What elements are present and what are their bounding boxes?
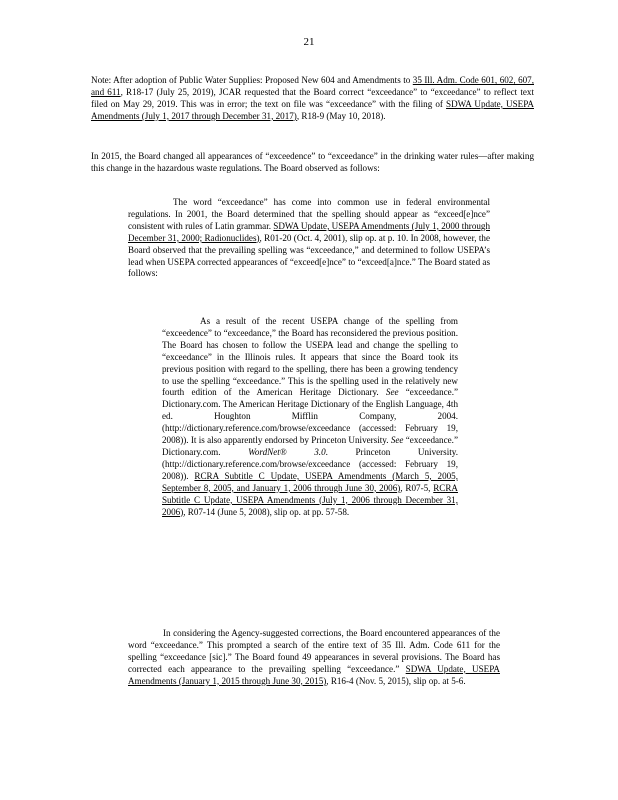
note-lead: Note: After adoption of Public Water Supplies: Proposed New 604 and Amendments to [91,75,413,85]
quote1-before: The word “exceedance” has come into common use in federal environmental regulations. In 2001, the Board determined that the spelling should appear as “exceed[e]nce” consistent with rules of Latin grammar. [128,197,490,231]
quote2-text-2: “exceedance.” Dictionary.com. The American Heritage Dictionary of the English Language, 4th ed. Houghton Mifflin Company, 2004. (http://dictionary.reference.com/browse/exceedance (accessed: February 19, 2008)). It is also apparently endorsed by Princeton University. [162,387,459,446]
quote2-text-1: As a result of the recent USEPA change of the spelling from “exceedence” to “exceedance,” the Board has reconsidered the previous position. The Board has chosen to follow the USEPA lead and change the spelling to “exceedance” in the Illinois rules. It appears that since the Board took its previous position with regard to the spelling, there has been a growing tendency to use the spelling “exceedance.” This is the spelling used in the relatively new fourth edition of the American Heritage Dictionary. [162,316,458,398]
note-middle: , R18-17 (July 25, 2019), JCAR requested that the Board correct “exceedance” to “exceedance” to reflect text filed on May 29, 2019. This was in error; the text on file was “exceedance” with the filing of [91,86,534,109]
quote2-see-1: See [385,387,399,398]
page-number: 21 [303,36,315,48]
note-tail: , R18-9 (May 10, 2018). [296,110,386,121]
quote2-see-2: See [390,435,404,446]
considering-citation: SDWA Update, USEPA Amendments (January 1, 2015 through June 30, 2015) [128,663,500,686]
quote2-citation-1: RCRA Subtitle C Update, USEPA Amendments (March 5, 2005, September 8, 2005, and January 1, 2006 through June 30, 2006) [162,470,458,493]
quote2-text-5: , R07-5, [400,482,434,493]
note-citation-code: 35 Ill. Adm. Code 601, 602, 607, and 611 [91,75,534,97]
considering-text: In considering the Agency-suggested corrections, the Board encountered appearances of the word “exceedance.” This prompted a search of the entire text of 35 Ill. Adm. Code 611 for the spelling “exceedance [sic].” The Board found 49 appearances in several provisions. The Board has corrected each appearance to the prevailing spelling “exceedance.” [128,628,500,674]
quote1-citation: SDWA Update, USEPA Amendments (July 1, 2000 through December 31, 2000; Radionuclides) [128,220,491,243]
quote2-citation-2: RCRA Subtitle C Update, USEPA Amendments (July 1, 2006 through December 31, 2006) [162,482,458,517]
quote2-text-3: “exceedance.” Dictionary.com. [162,435,458,457]
quote2-text-6: , R07-14 (June 5, 2008), slip op. at pp. 57-58. [183,506,350,517]
quote2-text-4: . Princeton University. (http://dictionary.reference.com/browse/exceedance (accessed: February 19, 2008)). [162,446,458,481]
block-quote-1 [128,197,490,280]
paragraph-2015: In 2015, the Board changed all appearances of “exceedence” to “exceedance” in the drinking water rules—after making this change in the hazardous waste regulations. The Board observed as follows: [91,151,534,173]
quote2-wordnet: WordNet® 3.0 [248,446,326,457]
quote1-after: , R01-20 (Oct. 4, 2001), slip op. at p. 10. In 2008, however, the Board observed that the prevailing spelling was “exceedance,” and determined to follow USEPA’s lead when USEPA corrected appearances of “exceed[e]nce” to “exceed[a]nce.” The Board stated as follows: [128,232,490,279]
note-citation-sdwa: SDWA Update, USEPA Amendments (July 1, 2017 through December 31, 2017) [91,98,534,121]
considering-tail: , R16-4 (Nov. 5, 2015), slip op. at 5-6. [326,675,466,686]
paragraph-considering [128,628,500,688]
note-paragraph [91,75,534,123]
block-quote-2 [162,316,458,518]
